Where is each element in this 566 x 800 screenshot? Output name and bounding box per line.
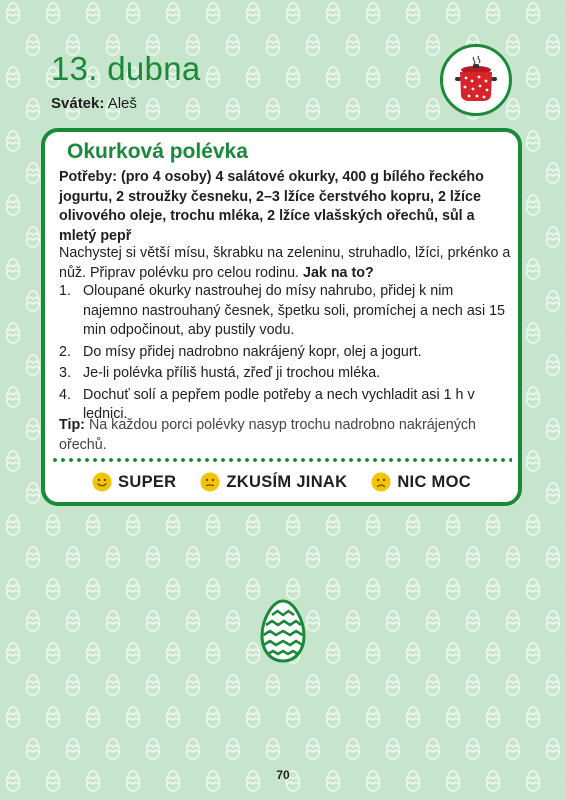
step-text: Oloupané okurky nastrouhej do mísy nahrubo, přidej k nim najemno nastrouhaný česnek, špetku soli, promíchej a nech asi 15 min odpočinout, aby pustily vodu.	[83, 283, 506, 338]
step-text: Dochuť solí a pepřem podle potřeby a nech vychladit asi 1 h v lednici.	[83, 386, 475, 422]
step-item	[59, 364, 511, 384]
rating-label: ZKUSÍM JINAK	[226, 472, 348, 491]
tip-paragraph	[59, 416, 511, 455]
rating-try-differently[interactable]	[200, 472, 347, 492]
rating-super[interactable]	[92, 472, 176, 492]
recipe-card	[41, 128, 522, 506]
step-number: 3.	[59, 365, 71, 381]
nameday-label: Svátek:	[51, 95, 105, 112]
step-item	[59, 343, 511, 363]
ingredients-paragraph	[59, 168, 511, 246]
page-number: 70	[276, 768, 290, 782]
tip-label: Tip:	[59, 417, 85, 433]
rating-row	[45, 472, 518, 492]
step-number: 2.	[59, 343, 71, 360]
neutral-face-icon	[200, 472, 220, 492]
sad-face-icon	[371, 472, 391, 492]
nameday-line	[51, 95, 137, 112]
rating-not-much[interactable]	[371, 472, 471, 492]
step-number: 4.	[59, 386, 71, 403]
steps-list	[59, 282, 511, 427]
ingredients-label: Potřeby:	[59, 169, 117, 185]
intro-paragraph	[59, 244, 511, 283]
step-item	[59, 282, 511, 341]
tip-text: Na každou porci polévky nasyp trochu nadrobno nakrájených ořechů.	[59, 417, 476, 453]
ingredients-text: (pro 4 osoby) 4 salátové okurky, 400 g bílého řeckého jogurtu, 2 stroužky česneku, 2–3 lžíce čerstvého kopru, 2 lžíce olivového oleje, trochu mléka, 2 lžíce vlašských ořechů, sůl a mletý pepř	[59, 169, 484, 244]
smile-face-icon	[92, 472, 112, 492]
howto-label: Jak na to?	[303, 264, 374, 281]
step-text: Je-li polévka příliš hustá, zřeď ji trochou mléka.	[83, 365, 381, 381]
recipe-title: Okurková polévka	[67, 140, 248, 163]
easter-egg-icon	[258, 598, 308, 664]
dotted-divider	[51, 458, 512, 462]
rating-label: SUPER	[118, 472, 177, 491]
cooking-pot-icon	[449, 53, 503, 107]
intro-text: Nachystej si větší mísu, škrabku na zeleninu, struhadlo, lžíci, prkénko a nůž. Připrav polévku pro celou rodinu.	[59, 245, 511, 281]
page-title-date: 13. dubna	[51, 50, 201, 87]
cooking-pot-badge	[440, 44, 512, 116]
rating-label: NIC MOC	[397, 472, 471, 491]
step-text: Do mísy přidej nadrobno nakrájený kopr, olej a jogurt.	[83, 343, 422, 360]
step-number: 1.	[59, 283, 71, 299]
nameday-value: Aleš	[107, 95, 137, 112]
